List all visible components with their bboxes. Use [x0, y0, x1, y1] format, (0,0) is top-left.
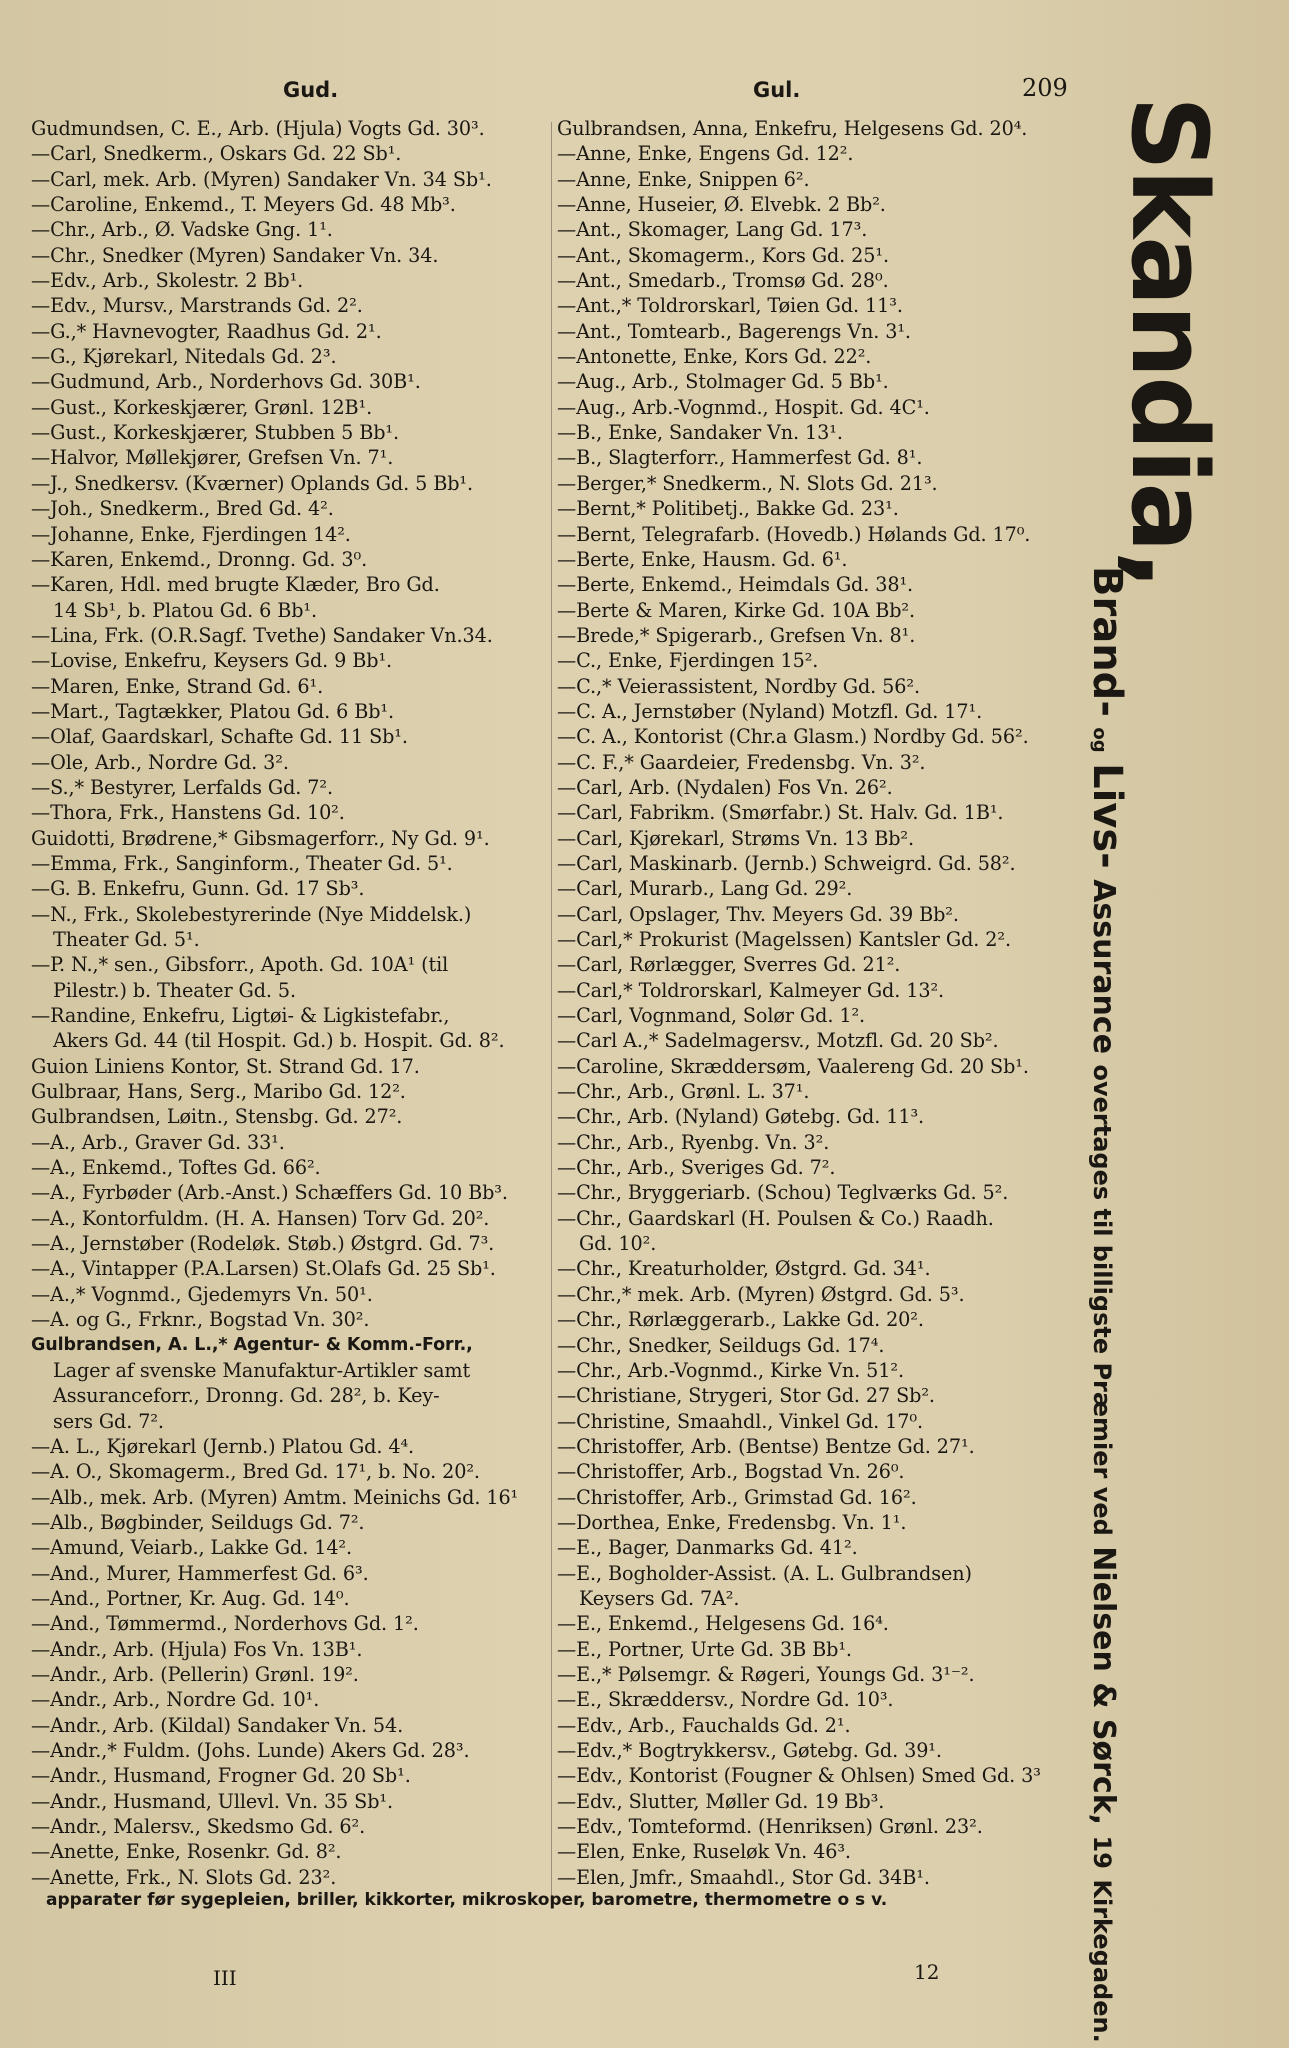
directory-entry: —Chr., Bryggeriarb. (Schou) Teglværks Gd. 5².	[557, 1181, 1009, 1205]
directory-entry: —Carl, Opslager, Thv. Meyers Gd. 39 Bb².	[557, 902, 959, 926]
signature-mark: III	[213, 1966, 237, 1990]
directory-entry: —Berte & Maren, Kirke Gd. 10A Bb².	[557, 598, 916, 622]
directory-entry: —Joh., Snedkerm., Bred Gd. 4².	[31, 497, 334, 521]
directory-entry: —Berte, Enkemd., Heimdals Gd. 38¹.	[557, 573, 914, 597]
directory-entry: Akers Gd. 44 (til Hospit. Gd.) b. Hospit. Gd. 8².	[53, 1029, 505, 1053]
directory-entry: —Randine, Enkefru, Ligtøi- & Ligkistefabr.,	[31, 1004, 450, 1028]
directory-entry: —Chr., Arb., Ø. Vadske Gng. 1¹.	[31, 218, 333, 242]
advert-brand-word: Brand-	[1084, 566, 1130, 717]
directory-entry: —E., Bogholder-Assist. (A. L. Gulbrandsen)	[557, 1561, 972, 1585]
directory-entry: —E.,* Pølsemgr. & Røgeri, Youngs Gd. 3¹⁻².	[557, 1662, 975, 1686]
directory-entry: —Gust., Korkeskjærer, Stubben 5 Bb¹.	[31, 421, 399, 445]
directory-entry: —Christoffer, Arb., Bogstad Vn. 26⁰.	[557, 1460, 905, 1484]
directory-entry: —Gudmund, Arb., Norderhovs Gd. 30B¹.	[31, 370, 421, 394]
directory-entry: —Carl, Fabrikm. (Smørfabr.) St. Halv. Gd. 1B¹.	[557, 801, 1004, 825]
directory-entry: —A. L., Kjørekarl (Jernb.) Platou Gd. 4⁴.	[31, 1434, 415, 1458]
directory-entry: —Olaf, Gaardskarl, Schafte Gd. 11 Sb¹.	[31, 725, 408, 749]
directory-entry: —A., Enkemd., Toftes Gd. 66².	[31, 1156, 321, 1180]
directory-entry: —Chr., Gaardskarl (H. Poulsen & Co.) Raadh.	[557, 1206, 994, 1230]
directory-entry: —Brede,* Spigerarb., Grefsen Vn. 8¹.	[557, 623, 916, 647]
directory-entry: —Lina, Frk. (O.R.Sagf. Tvethe) Sandaker Vn.34.	[31, 623, 493, 647]
directory-entry: —Christoffer, Arb., Grimstad Gd. 16².	[557, 1485, 917, 1509]
header-right-keyword: Gul.	[753, 78, 801, 102]
directory-entry: —C. A., Jernstøber (Nyland) Motzfl. Gd. 17¹.	[557, 699, 983, 723]
directory-entry: —Carl,* Toldrorskarl, Kalmeyer Gd. 13².	[557, 978, 945, 1002]
directory-entry: —Carl, Rørlægger, Sverres Gd. 21².	[557, 953, 901, 977]
directory-entry: —Chr., Rørlæggerarb., Lakke Gd. 20².	[557, 1308, 924, 1332]
directory-entry: —Carl, Vognmand, Solør Gd. 1².	[557, 1004, 866, 1028]
directory-entry: —Berger,* Snedkerm., N. Slots Gd. 21³.	[557, 471, 938, 495]
side-advertisement	[1083, 96, 1283, 2043]
directory-entry: —E., Skræddersv., Nordre Gd. 10³.	[557, 1688, 894, 1712]
directory-entry: —Lovise, Enkefru, Keysers Gd. 9 Bb¹.	[31, 649, 393, 673]
directory-entry: —Carl, Murarb., Lang Gd. 29².	[557, 877, 853, 901]
header-left-keyword: Gud.	[283, 78, 339, 102]
directory-entry: —C.,* Veierassistent, Nordby Gd. 56².	[557, 674, 920, 698]
advert-og: og	[1089, 727, 1110, 753]
directory-entry: —Carl, Maskinarb. (Jernb.) Schweigrd. Gd. 58².	[557, 851, 1016, 875]
directory-entry: —Andr., Malersv., Skedsmo Gd. 6².	[31, 1815, 366, 1839]
directory-entry: —Edv., Tomteformd. (Henriksen) Grønl. 23².	[557, 1815, 983, 1839]
directory-entry: —Andr., Arb. (Kildal) Sandaker Vn. 54.	[31, 1713, 404, 1737]
directory-entry: —Antonette, Enke, Kors Gd. 22².	[557, 345, 872, 369]
directory-entry: —Emma, Frk., Sanginform., Theater Gd. 5¹.	[31, 851, 453, 875]
directory-entry: —P. N.,* sen., Gibsforr., Apoth. Gd. 10A¹ (til	[31, 953, 449, 977]
directory-entry: Assuranceforr., Dronng. Gd. 28², b. Key-	[53, 1384, 440, 1408]
directory-entry: —Bernt,* Politibetj., Bakke Gd. 23¹.	[557, 497, 899, 521]
directory-entry: —Andr., Husmand, Frogner Gd. 20 Sb¹.	[31, 1764, 411, 1788]
directory-entry: Gulbrandsen, Løitn., Stensbg. Gd. 27².	[31, 1105, 403, 1129]
directory-entry: —And., Tømmermd., Norderhovs Gd. 1².	[31, 1612, 419, 1636]
directory-entry: —E., Portner, Urte Gd. 3B Bb¹.	[557, 1637, 852, 1661]
directory-entry: —Ant., Skomagerm., Kors Gd. 25¹.	[557, 243, 889, 267]
directory-entry: —E., Enkemd., Helgesens Gd. 16⁴.	[557, 1612, 889, 1636]
directory-entry: —Dorthea, Enke, Fredensbg. Vn. 1¹.	[557, 1510, 907, 1534]
directory-entry: —A., Arb., Graver Gd. 33¹.	[31, 1130, 285, 1154]
directory-entry: —C. F.,* Gaardeier, Fredensbg. Vn. 3².	[557, 750, 926, 774]
directory-entry: —Chr., Arb.-Vognmd., Kirke Vn. 51².	[557, 1358, 904, 1382]
directory-entry: —Andr., Arb. (Pellerin) Grønl. 19².	[31, 1662, 359, 1686]
advert-brand: Skandia,	[1108, 96, 1230, 589]
directory-entry: —A. O., Skomagerm., Bred Gd. 17¹, b. No. 20².	[31, 1460, 480, 1484]
directory-entry: Lager af svenske Manufaktur-Artikler samt	[53, 1358, 471, 1382]
footer-advert-line: apparater før sygepleien, briller, kikkorter, mikroskoper, barometre, thermometre o s v.	[46, 1890, 888, 1910]
directory-entry: —Edv., Mursv., Marstrands Gd. 2².	[31, 294, 363, 318]
directory-entry: —Carl, Arb. (Nydalen) Fos Vn. 26².	[557, 775, 893, 799]
directory-entry: —Chr.,* mek. Arb. (Myren) Østgrd. Gd. 5³.	[557, 1282, 965, 1306]
directory-entry: —A., Jernstøber (Rodeløk. Støb.) Østgrd. Gd. 7³.	[31, 1232, 495, 1256]
right-column	[557, 116, 1077, 1890]
directory-entry: —Carl, Snedkerm., Oskars Gd. 22 Sb¹.	[31, 142, 402, 166]
advert-rest: overtages til billigste Præmier ved	[1088, 1064, 1116, 1536]
directory-entry: —Ant., Tomtearb., Bagerengs Vn. 3¹.	[557, 319, 911, 343]
directory-entry: —Anette, Enke, Rosenkr. Gd. 8².	[31, 1840, 342, 1864]
directory-entry: —Mart., Tagtækker, Platou Gd. 6 Bb¹.	[31, 699, 394, 723]
directory-entry: —Alb., mek. Arb. (Myren) Amtm. Meinichs Gd. 16¹	[31, 1485, 519, 1509]
directory-entry: —J., Snedkersv. (Kværner) Oplands Gd. 5 Bb¹.	[31, 471, 473, 495]
directory-entry: —Ant., Skomager, Lang Gd. 17³.	[557, 218, 868, 242]
directory-entry: —Bernt, Telegrafarb. (Hovedb.) Hølands Gd. 17⁰.	[557, 522, 1031, 546]
column-divider	[551, 122, 552, 1902]
directory-entry: sers Gd. 7².	[53, 1409, 164, 1433]
directory-entry: —Christiane, Strygeri, Stor Gd. 27 Sb².	[557, 1384, 935, 1408]
directory-entry: —C., Enke, Fjerdingen 15².	[557, 649, 819, 673]
directory-entry: —Ant., Smedarb., Tromsø Gd. 28⁰.	[557, 269, 889, 293]
directory-entry: —A., Kontorfuldm. (H. A. Hansen) Torv Gd. 20².	[31, 1206, 490, 1230]
directory-entry: —Caroline, Skræddersøm, Vaalereng Gd. 20 Sb¹.	[557, 1054, 1029, 1078]
directory-entry: —Edv., Arb., Fauchalds Gd. 2¹.	[557, 1713, 851, 1737]
directory-entry: —Berte, Enke, Hausm. Gd. 6¹.	[557, 547, 848, 571]
directory-entry: —Karen, Hdl. med brugte Klæder, Bro Gd.	[31, 573, 440, 597]
directory-entry: Gudmundsen, C. E., Arb. (Hjula) Vogts Gd. 30³.	[31, 117, 485, 140]
directory-entry: —N., Frk., Skolebestyrerinde (Nye Middelsk.)	[31, 902, 472, 926]
directory-entry: —Chr., Arb. (Nyland) Gøtebg. Gd. 11³.	[557, 1105, 925, 1129]
advert-livs: Livs-	[1084, 763, 1130, 869]
directory-entry: —A., Fyrbøder (Arb.-Anst.) Schæffers Gd. 10 Bb³.	[31, 1181, 508, 1205]
directory-entry: Keysers Gd. 7A².	[579, 1586, 740, 1610]
left-column	[31, 116, 549, 1890]
directory-entry: —Chr., Arb., Grønl. L. 37¹.	[557, 1080, 810, 1104]
directory-entry: —A. og G., Frknr., Bogstad Vn. 30².	[31, 1308, 370, 1332]
directory-entry: —A., Vintapper (P.A.Larsen) St.Olafs Gd. 25 Sb¹.	[31, 1257, 496, 1281]
directory-entry: —G. B. Enkefru, Gunn. Gd. 17 Sb³.	[31, 877, 365, 901]
page-number: 209	[1022, 74, 1068, 102]
directory-entry: Pilestr.) b. Theater Gd. 5.	[53, 978, 297, 1002]
directory-entry: —Johanne, Enke, Fjerdingen 14².	[31, 522, 351, 546]
directory-entry: —Amund, Veiarb., Lakke Gd. 14².	[31, 1536, 353, 1560]
directory-entry: —Edv.,* Bogtrykkersv., Gøtebg. Gd. 39¹.	[557, 1739, 942, 1762]
directory-entry: —Edv., Kontorist (Fougner & Ohlsen) Smed Gd. 3³	[557, 1764, 1041, 1788]
directory-entry: —B., Enke, Sandaker Vn. 13¹.	[557, 421, 843, 445]
directory-entry: —Anette, Frk., N. Slots Gd. 23².	[31, 1865, 337, 1889]
directory-entry: 14 Sb¹, b. Platou Gd. 6 Bb¹.	[53, 598, 318, 622]
directory-entry: Guion Liniens Kontor, St. Strand Gd. 17.	[31, 1054, 420, 1078]
directory-entry: —Karen, Enkemd., Dronng. Gd. 3⁰.	[31, 547, 368, 571]
directory-entry: —Chr., Snedker, Seildugs Gd. 17⁴.	[557, 1333, 885, 1357]
advert-address-number: 19	[1088, 1835, 1116, 1869]
directory-entry: —Christoffer, Arb. (Bentse) Bentze Gd. 27¹.	[557, 1434, 975, 1458]
directory-entry: Gulbrandsen, Anna, Enkefru, Helgesens Gd. 20⁴.	[557, 117, 1028, 140]
directory-entry: —Anne, Huseier, Ø. Elvebk. 2 Bb².	[557, 193, 886, 217]
directory-entry: Theater Gd. 5¹.	[53, 928, 200, 951]
directory-entry: —Chr., Arb., Ryenbg. Vn. 3².	[557, 1130, 830, 1154]
directory-entry: —G., Kjørekarl, Nitedals Gd. 2³.	[31, 345, 337, 369]
directory-entry: —Andr., Arb. (Hjula) Fos Vn. 13B¹.	[31, 1637, 363, 1661]
directory-entry: —Edv., Arb., Skolestr. 2 Bb¹.	[31, 269, 304, 293]
directory-entry: —And., Murer, Hammerfest Gd. 6³.	[31, 1561, 369, 1585]
directory-entry: —Chr., Kreaturholder, Østgrd. Gd. 34¹.	[557, 1257, 931, 1281]
sheet-number: 12	[914, 1960, 940, 1984]
directory-entry: —Ole, Arb., Nordre Gd. 3².	[31, 750, 289, 774]
directory-entry: —Maren, Enke, Strand Gd. 6¹.	[31, 674, 324, 698]
directory-entry: —Carl A.,* Sadelmagersv., Motzfl. Gd. 20 Sb².	[557, 1029, 999, 1053]
directory-entry: —Carl, mek. Arb. (Myren) Sandaker Vn. 34 Sb¹.	[31, 167, 492, 191]
directory-entry: —A.,* Vognmd., Gjedemyrs Vn. 50¹.	[31, 1282, 373, 1306]
directory-entry: —Carl,* Prokurist (Magelssen) Kantsler Gd. 2².	[557, 928, 1011, 951]
directory-entry: —E., Bager, Danmarks Gd. 41².	[557, 1536, 858, 1560]
directory-entry: —Gust., Korkeskjærer, Grønl. 12B¹.	[31, 395, 373, 419]
directory-entry: Gd. 10².	[579, 1232, 657, 1256]
directory-entry: Gulbrandsen, A. L.,* Agentur- & Komm.-Forr.,	[31, 1334, 473, 1355]
advert-agent: Nielsen & Sørck,	[1086, 1546, 1121, 1826]
directory-entry: —Elen, Enke, Ruseløk Vn. 46³.	[557, 1840, 851, 1864]
advert-assurance: Assurance	[1086, 879, 1121, 1055]
directory-entry: —Andr., Arb., Nordre Gd. 10¹.	[31, 1688, 320, 1712]
directory-entry: —Ant.,* Toldrorskarl, Tøien Gd. 11³.	[557, 294, 903, 318]
directory-entry: —G.,* Havnevogter, Raadhus Gd. 2¹.	[31, 319, 382, 343]
directory-entry: —Chr., Snedker (Myren) Sandaker Vn. 34.	[31, 243, 439, 267]
directory-entry: —Aug., Arb., Stolmager Gd. 5 Bb¹.	[557, 370, 889, 394]
directory-entry: —Chr., Arb., Sveriges Gd. 7².	[557, 1156, 836, 1180]
directory-entry: Guidotti, Brødrene,* Gibsmagerforr., Ny Gd. 9¹.	[31, 826, 490, 850]
directory-entry: —S.,* Bestyrer, Lerfalds Gd. 7².	[31, 775, 333, 799]
advert-tagline	[1084, 566, 1130, 2043]
directory-entry: —C. A., Kontorist (Chr.a Glasm.) Nordby Gd. 56².	[557, 725, 1029, 749]
directory-entry: —Alb., Bøgbinder, Seildugs Gd. 7².	[31, 1510, 365, 1534]
directory-entry: —Christine, Smaahdl., Vinkel Gd. 17⁰.	[557, 1409, 923, 1433]
advert-address: Kirkegaden.	[1088, 1879, 1116, 2043]
directory-entry: —Aug., Arb.-Vognmd., Hospit. Gd. 4C¹.	[557, 395, 930, 419]
directory-entry: —Anne, Enke, Engens Gd. 12².	[557, 142, 854, 166]
directory-entry: —And., Portner, Kr. Aug. Gd. 14⁰.	[31, 1586, 350, 1610]
directory-entry: Gulbraar, Hans, Serg., Maribo Gd. 12².	[31, 1080, 406, 1104]
directory-entry: —Andr.,* Fuldm. (Johs. Lunde) Akers Gd. 28³.	[31, 1739, 470, 1762]
directory-entry: —B., Slagterforr., Hammerfest Gd. 8¹.	[557, 446, 923, 470]
directory-entry: —Carl, Kjørekarl, Strøms Vn. 13 Bb².	[557, 826, 914, 850]
directory-entry: —Andr., Husmand, Ullevl. Vn. 35 Sb¹.	[31, 1789, 393, 1813]
directory-entry: —Edv., Slutter, Møller Gd. 19 Bb³.	[557, 1789, 885, 1813]
directory-entry: —Caroline, Enkemd., T. Meyers Gd. 48 Mb³.	[31, 193, 456, 217]
directory-entry: —Anne, Enke, Snippen 6².	[557, 167, 810, 191]
directory-entry: —Thora, Frk., Hanstens Gd. 10².	[31, 801, 345, 825]
directory-entry: —Halvor, Møllekjører, Grefsen Vn. 7¹.	[31, 446, 394, 470]
directory-entry: —Elen, Jmfr., Smaahdl., Stor Gd. 34B¹.	[557, 1865, 930, 1889]
